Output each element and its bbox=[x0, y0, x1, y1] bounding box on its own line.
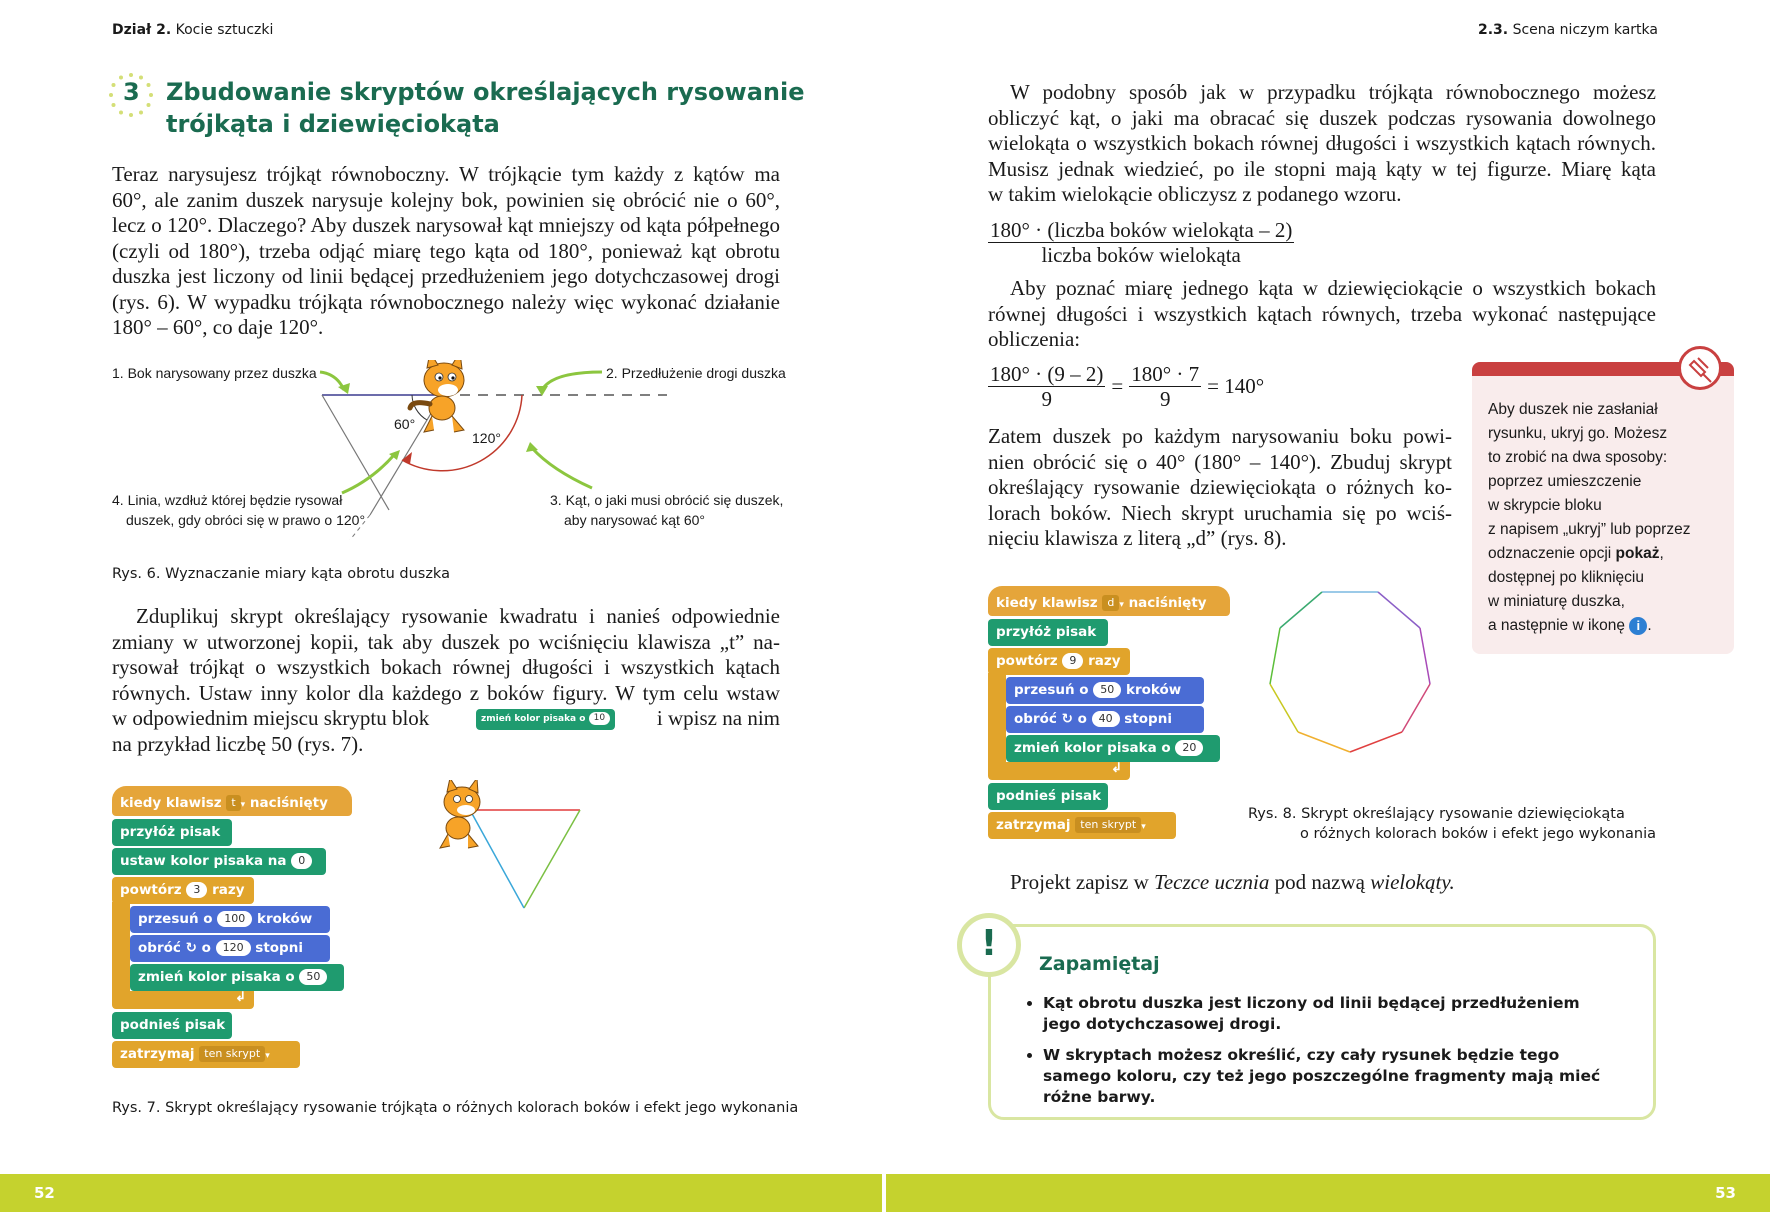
section-title-line: Zbudowanie skryptów określających rysowanie bbox=[166, 78, 805, 106]
block-label: przyłóż pisak bbox=[120, 824, 221, 840]
block-label: razy bbox=[212, 882, 245, 898]
fig6-label-4 bbox=[112, 490, 365, 530]
move-block[interactable] bbox=[1006, 677, 1204, 704]
rotate-right-icon: ↻ bbox=[185, 940, 197, 956]
text-line: rysował trójkąt o wszystkich bokach równej długości i wszystkich kątach bbox=[112, 655, 780, 679]
pin-icon bbox=[1678, 346, 1722, 390]
block-label: zmień kolor pisaka o bbox=[138, 969, 295, 985]
exclamation-glyph: ! bbox=[980, 923, 998, 964]
stop-block[interactable]: zatrzymaj ten skrypt ▾ bbox=[112, 1041, 300, 1068]
caption-line: Rys. 8. Skrypt określający rysowanie dziewięciokąta bbox=[1248, 806, 1625, 822]
tip-line: odznaczenie opcji pokaż, bbox=[1488, 545, 1664, 562]
right-paragraph-2 bbox=[988, 276, 1656, 353]
project-name: wielokąty. bbox=[1370, 870, 1455, 894]
repeat-bottom bbox=[112, 991, 254, 1009]
rotate-right-icon: ↻ bbox=[1061, 711, 1073, 727]
block-label: zatrzymaj bbox=[996, 817, 1071, 833]
angle-120-label: 120° bbox=[472, 430, 501, 446]
section-number-text: 3 bbox=[123, 78, 140, 106]
numerator: 180° · (liczba boków wielokąta – 2) bbox=[990, 218, 1293, 242]
stop-block[interactable]: zatrzymaj ten skrypt ▾ bbox=[988, 812, 1176, 839]
info-icon: i bbox=[1629, 617, 1647, 635]
caption-line: o różnych kolorach boków i efekt jego wykonania bbox=[1300, 826, 1656, 842]
tip-line: z napisem „ukryj” lub poprzez bbox=[1488, 521, 1691, 538]
denominator: 9 bbox=[1041, 387, 1052, 411]
block-value: 50 bbox=[299, 969, 327, 985]
text-line: Aby poznać miarę jednego kąta w dziewięciokącie o wszystkich bokach bbox=[1010, 276, 1656, 300]
block-label: ustaw kolor pisaka na bbox=[120, 853, 287, 869]
text-line: nięciu klawisza z literą „d” (rys. 8). bbox=[988, 526, 1287, 550]
change-pen-color-block[interactable] bbox=[130, 964, 344, 991]
save-instruction bbox=[1010, 870, 1455, 895]
block-label: powtórz bbox=[996, 653, 1058, 669]
denominator: liczba boków wielokąta bbox=[1041, 243, 1241, 267]
fig6-caption: Rys. 6. Wyznaczanie miary kąta obrotu duszka bbox=[112, 566, 450, 582]
section-title: Scena niczym kartka bbox=[1512, 22, 1658, 38]
block-value: 50 bbox=[1093, 682, 1121, 698]
formula-nonagon bbox=[988, 362, 1264, 411]
script-fig7 bbox=[112, 786, 372, 1086]
block-label: razy bbox=[1088, 653, 1121, 669]
text-line: 60°, ale zanim duszek narysuje kolejny bok, powinien się obrócić nie o 60°, bbox=[112, 187, 780, 212]
tip-line bbox=[1488, 614, 1690, 638]
stop-dropdown: ten skrypt bbox=[199, 1046, 265, 1062]
repeat-block[interactable] bbox=[988, 648, 1130, 675]
text-line: lecz o 120°. Dlaczego? Aby duszek narysował kąt mniejszy od kąta półpełnego bbox=[112, 213, 780, 237]
left-paragraph-1 bbox=[112, 162, 780, 341]
fig7-caption: Rys. 7. Skrypt określający rysowanie trójkąta o różnych kolorach boków i efekt jego wykonania bbox=[112, 1100, 799, 1116]
equals-sign: = bbox=[1111, 374, 1124, 398]
text-line: obliczyć kąt, o jaki ma obracać się duszek podczas rysowania dowolnego bbox=[988, 105, 1656, 130]
text-line: wielokąta o wszystkich bokach równej długości i wszystkich kątach równych. bbox=[988, 131, 1656, 155]
right-paragraph-3 bbox=[988, 424, 1452, 552]
section-title-line: trójkąta i dziewięciokąta bbox=[166, 110, 500, 138]
text-line: określający rysowanie dziewięciokąta o różnych ko- bbox=[988, 475, 1452, 499]
remember-item: • Kąt obrotu duszka jest liczony od linii będącej przedłużeniem jego dotychczasowej drogi. bbox=[1043, 993, 1601, 1035]
result: = 140° bbox=[1207, 374, 1265, 398]
header-right bbox=[1478, 22, 1658, 38]
chapter-number: Dział 2. bbox=[112, 22, 172, 38]
block-value: 0 bbox=[291, 853, 312, 869]
when-key-pressed-block[interactable]: kiedy klawisz t ▾ naciśnięty bbox=[112, 786, 352, 816]
exclamation-icon bbox=[957, 913, 1021, 977]
pen-up-block[interactable] bbox=[988, 783, 1108, 810]
formula-general bbox=[988, 218, 1294, 267]
tip-box bbox=[1472, 362, 1734, 654]
label-line: 4. Linia, wzdłuż której będzie rysował bbox=[112, 492, 343, 508]
move-block[interactable] bbox=[130, 906, 330, 933]
when-key-pressed-block[interactable]: kiedy klawisz d ▾ naciśnięty bbox=[988, 586, 1230, 616]
text-line: równych. Ustaw inny kolor dla każdego z boków figury. W tym celu wstaw bbox=[112, 680, 780, 705]
set-pen-color-block[interactable] bbox=[112, 848, 326, 875]
label-line: duszek, gdy obróci się w prawo o 120° bbox=[126, 512, 366, 528]
text-line: lorach boków. Niech skrypt uruchamia się po wciś- bbox=[988, 500, 1452, 525]
figure-6 bbox=[112, 360, 792, 540]
block-label: podnieś pisak bbox=[120, 1017, 226, 1033]
inline-change-pen-color-block bbox=[476, 709, 615, 730]
loop-arrow-icon: ↲ bbox=[1111, 760, 1122, 775]
pen-down-block[interactable] bbox=[112, 819, 232, 846]
text-line: w takim wielokącie obliczysz z podanego wzoru. bbox=[988, 182, 1402, 206]
block-value: 3 bbox=[186, 882, 207, 898]
repeat-bottom bbox=[988, 762, 1130, 780]
text-line: (czyli od 180°), trzeba odjąć miarę tego kąta od 180°, ponieważ kąt obrotu bbox=[112, 238, 780, 263]
block-value: 40 bbox=[1092, 711, 1120, 727]
block-value: 120 bbox=[216, 940, 251, 956]
page-number-right: 53 bbox=[1715, 1184, 1736, 1202]
tip-text-segment: . bbox=[1647, 617, 1652, 634]
block-label: przyłóż pisak bbox=[996, 624, 1097, 640]
tip-line: poprzez umieszczenie bbox=[1488, 473, 1642, 490]
triangle-result bbox=[420, 780, 600, 930]
block-label: obróć bbox=[1014, 711, 1057, 727]
left-paragraph-2 bbox=[112, 604, 780, 758]
block-value: 100 bbox=[217, 911, 252, 927]
block-label: naciśnięty bbox=[249, 795, 328, 811]
key-dropdown: t bbox=[226, 795, 240, 811]
section-number: 2.3. bbox=[1478, 22, 1509, 38]
header-left bbox=[112, 22, 273, 38]
repeat-arm bbox=[988, 673, 1006, 773]
block-label: stopni bbox=[1124, 711, 1172, 727]
pen-down-block[interactable] bbox=[988, 619, 1108, 646]
tip-line: w skrypcie bloku bbox=[1488, 497, 1602, 514]
text-segment: i wpisz na nim bbox=[656, 706, 780, 730]
tip-line: dostępnej po kliknięciu bbox=[1488, 569, 1644, 586]
block-label: podnieś pisak bbox=[996, 788, 1102, 804]
script-fig8 bbox=[988, 586, 1238, 846]
text-line: (rys. 6). W wypadku trójkąta równobocznego należy więc wykonać działanie bbox=[112, 289, 780, 314]
block-label: zmień kolor pisaka o bbox=[481, 714, 586, 724]
key-dropdown: d bbox=[1102, 595, 1119, 611]
stop-dropdown: ten skrypt bbox=[1075, 817, 1141, 833]
folder-name: Teczce ucznia bbox=[1154, 870, 1270, 894]
block-value: 9 bbox=[1062, 653, 1083, 669]
label-line: 3. Kąt, o jaki musi obrócić się duszek, bbox=[550, 492, 784, 508]
remember-box bbox=[980, 923, 1656, 1120]
text-line: 180° – 60°, co daje 120°. bbox=[112, 315, 324, 339]
angle-60-label: 60° bbox=[394, 416, 416, 432]
bold-option-name: pokaż bbox=[1615, 545, 1660, 562]
text-segment: Projekt zapisz w bbox=[1010, 870, 1149, 894]
block-label: powtórz bbox=[120, 882, 182, 898]
text-line: nien obrócić się o 40° (180° – 140°). Zbuduj skrypt bbox=[988, 449, 1452, 474]
tip-line: rysunku, ukryj go. Możesz bbox=[1488, 425, 1668, 442]
fraction bbox=[988, 362, 1105, 411]
text-line: W podobny sposób jak w przypadku trójkąta równobocznego możesz bbox=[1010, 80, 1656, 104]
tip-text-segment: odznaczenie opcji bbox=[1488, 545, 1612, 562]
footer-right bbox=[886, 1174, 1770, 1212]
denominator: 9 bbox=[1159, 387, 1171, 411]
remember-list bbox=[1021, 993, 1601, 1118]
turn-block[interactable] bbox=[1006, 706, 1204, 733]
numerator: 180° · (9 – 2) bbox=[990, 362, 1104, 386]
text-segment: w odpowiednim miejscu skryptu blok bbox=[112, 706, 430, 730]
block-label: naciśnięty bbox=[1128, 595, 1207, 611]
section-title-heading bbox=[166, 76, 804, 140]
text-line: duszka jest liczony od linii będącej przedłużeniem jego dotychczasowej drogi bbox=[112, 264, 780, 288]
block-label: kiedy klawisz bbox=[120, 795, 222, 811]
turn-block[interactable] bbox=[130, 935, 330, 962]
numerator: 180° · 7 bbox=[1131, 362, 1200, 386]
tip-line: Aby duszek nie zasłaniał bbox=[1488, 401, 1658, 418]
cat-sprite-icon bbox=[410, 360, 464, 432]
block-label: przesuń o bbox=[138, 911, 213, 927]
label-line: aby narysować kąt 60° bbox=[564, 512, 706, 528]
nonagon-result bbox=[1262, 584, 1462, 774]
text-line: Musisz jednak wiedzieć, po ile stopni mają kąty w tej figurze. Miarę kąta bbox=[988, 156, 1656, 181]
block-label: zatrzymaj bbox=[120, 1046, 195, 1062]
tip-text bbox=[1488, 398, 1690, 638]
loop-arrow-icon: ↲ bbox=[235, 989, 246, 1004]
block-label: obróć bbox=[138, 940, 181, 956]
fig8-caption bbox=[1248, 804, 1656, 844]
tip-text-segment: a następnie w ikonę bbox=[1488, 617, 1626, 634]
repeat-block[interactable] bbox=[112, 877, 254, 904]
text-segment: pod nazwą bbox=[1274, 870, 1365, 894]
right-paragraph-1 bbox=[988, 80, 1656, 208]
block-label: przesuń o bbox=[1014, 682, 1089, 698]
chapter-title: Kocie sztuczki bbox=[175, 22, 274, 38]
block-label: o bbox=[1077, 711, 1087, 727]
remember-title: Zapamiętaj bbox=[1039, 953, 1160, 975]
tip-line: w miniaturę duszka, bbox=[1488, 593, 1625, 610]
section-number-badge bbox=[108, 72, 154, 118]
page-number-left: 52 bbox=[34, 1184, 55, 1202]
block-value: 20 bbox=[1175, 740, 1203, 756]
fig6-label-3 bbox=[550, 490, 783, 530]
repeat-arm bbox=[112, 902, 130, 1002]
text-line: Zduplikuj skrypt określający rysowanie kwadratu i nanieś odpowiednie bbox=[136, 604, 780, 628]
pen-up-block[interactable] bbox=[112, 1012, 232, 1039]
text-line: Teraz narysujesz trójkąt równoboczny. W trójkącie tym każdy z kątów ma bbox=[112, 162, 780, 186]
fig6-label-2: 2. Przedłużenie drogi duszka bbox=[606, 365, 786, 381]
text-line: na przykład liczbę 50 (rys. 7). bbox=[112, 732, 364, 756]
fraction bbox=[1129, 362, 1201, 411]
cat-sprite-icon bbox=[440, 780, 480, 848]
block-label: stopni bbox=[255, 940, 303, 956]
block-value: 10 bbox=[589, 712, 610, 725]
text-line: zmiany w utworzonej kopii, tak aby duszek po wciśnięciu klawisza „t” na- bbox=[112, 629, 780, 654]
block-label: o bbox=[201, 940, 211, 956]
block-label: zmień kolor pisaka o bbox=[1014, 740, 1171, 756]
text-line: Zatem duszek po każdym narysowaniu boku powi- bbox=[988, 424, 1452, 448]
block-label: kroków bbox=[1125, 682, 1182, 698]
block-label: kroków bbox=[256, 911, 313, 927]
text-line: równej długości i wszystkich kątach równych, trzeba wykonać następujące bbox=[988, 301, 1656, 326]
change-pen-color-block[interactable] bbox=[1006, 735, 1220, 762]
fig6-label-1: 1. Bok narysowany przez duszka bbox=[112, 365, 317, 381]
text-line bbox=[112, 706, 780, 732]
tip-line: to zrobić na dwa sposoby: bbox=[1488, 449, 1668, 466]
text-line: obliczenia: bbox=[988, 327, 1081, 351]
footer-left bbox=[0, 1174, 882, 1212]
block-label: kiedy klawisz bbox=[996, 595, 1098, 611]
fraction bbox=[988, 218, 1294, 267]
remember-item: • W skryptach możesz określić, czy cały rysunek będzie tego samego koloru, czy też jego poszczególne fragmenty mają mieć różne barwy. bbox=[1043, 1045, 1601, 1108]
